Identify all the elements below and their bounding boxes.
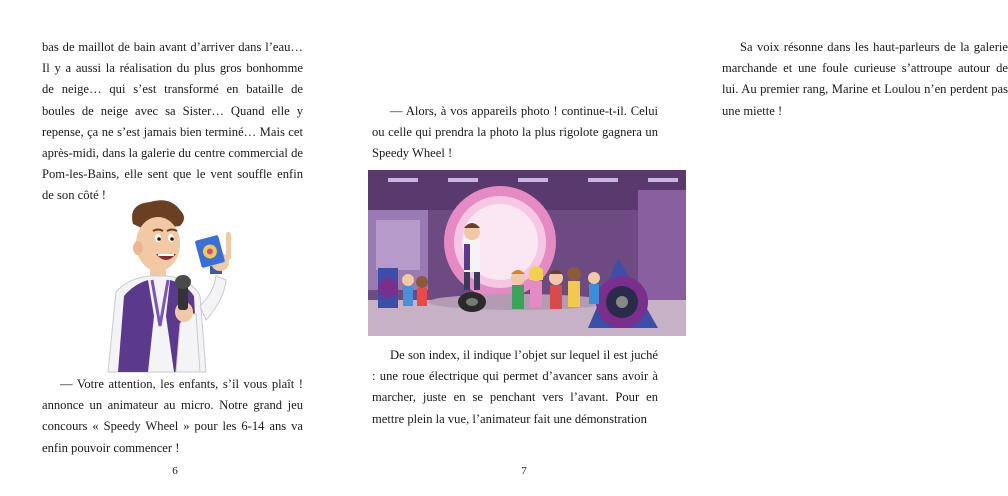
right-paragraph-2: — Alors, à vos appareils photo ! continue-t-il. Celui ou celle qui prendra la photo la plus rigolote gagnera un Speedy Wheel ! [372, 104, 658, 161]
right-paragraph-1: Sa voix résonne dans les haut-parleurs de la galerie marchande et une foule curieuse s’attroupe autour de lui. Au premier rang, Marine et Loulou n’en perdent pas une miette ! [722, 40, 1008, 118]
mall-contest-scene-illustration [368, 170, 686, 336]
page-number-left: 6 [172, 465, 178, 477]
host-with-microphone-illustration [88, 196, 248, 372]
left-page [0, 0, 350, 496]
left-paragraph-2: — Votre attention, les enfants, s’il vous plaît ! annonce un animateur au micro. Notre grand jeu concours « Speedy Wheel » pour les 6-14 ans va enfin pouvoir commencer ! [42, 377, 303, 455]
right-paragraph-3: De son index, il indique l’objet sur lequel il est juché : une roue électrique qui permet d’avancer sans avoir à marcher, juste en se penchant vers l’avant. Pour en mettre plein la vue, l’animateur fait une démonstration [372, 348, 658, 426]
page-number-right: 7 [521, 465, 527, 477]
left-paragraph-1: bas de maillot de bain avant d’arriver dans l’eau… Il y a aussi la réalisation du plus gros bonhomme de neige… qui s’est transformé en bataille de boules de neige avec sa Sister… Quand elle y repense, ça ne s’est jamais bien terminé… Mais cet après-midi, dans la galerie du centre commercial de Pom-les-Bains, elle sent que le vent souffle enfin de son côté ! [42, 40, 303, 203]
